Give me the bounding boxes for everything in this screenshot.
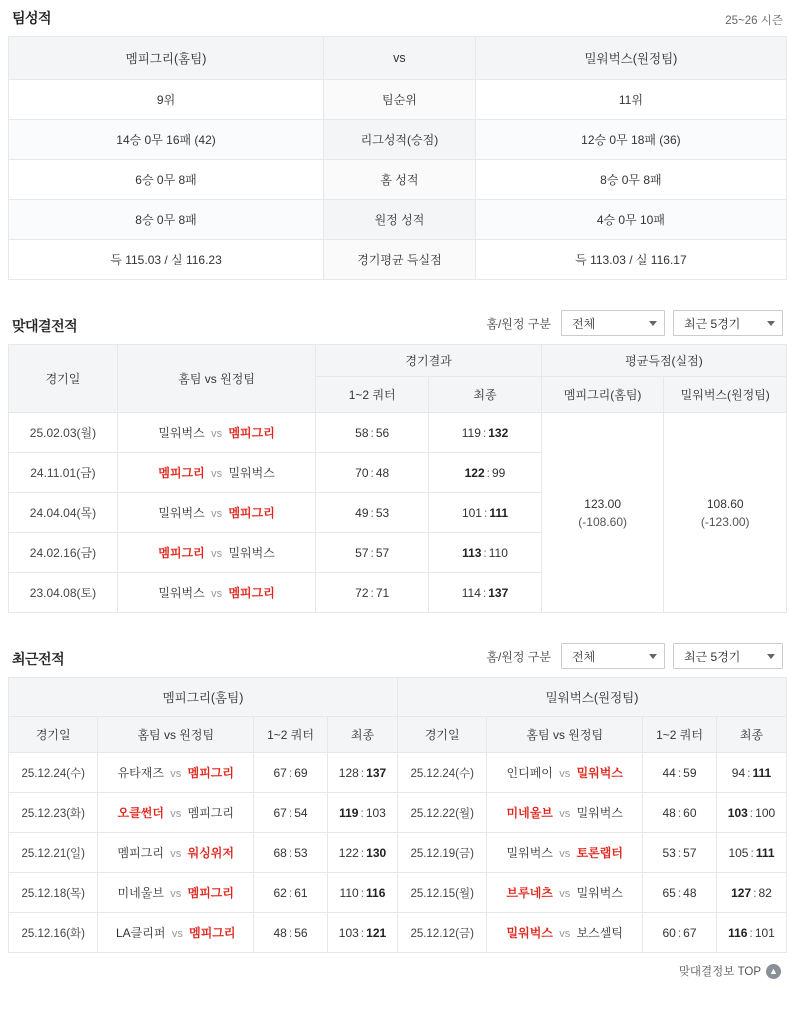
h2h-home: 멤피그리 [158, 466, 205, 480]
row-label: 경기평균 득실점 [324, 240, 476, 280]
f-left: 119 [339, 805, 359, 820]
h2h-avg-away [664, 413, 787, 613]
h2h-col-quarter: 1~2 쿼터 [316, 377, 429, 413]
f-right: 99 [492, 465, 506, 480]
q-left: 48 [662, 805, 676, 820]
recent-col-matchup-away: 홈팀 vs 원정팀 [487, 717, 643, 753]
f-right: 132 [488, 425, 509, 440]
q-right: 48 [683, 885, 697, 900]
f-right: 137 [366, 765, 387, 780]
h2h-away: 밀워벅스 [228, 466, 275, 480]
h2h-matchup [117, 413, 315, 453]
match-away: 밀워벅스 [576, 886, 623, 900]
q-right: 59 [683, 765, 697, 780]
home-value: 9위 [9, 80, 324, 120]
h2h-col-result: 경기결과 [316, 345, 542, 377]
recent-home-date: 25.12.16(화) [9, 913, 98, 953]
h2h-quarter-score: 70 : 48 [316, 453, 429, 493]
recent-group-home: 멤피그리(홈팀) [9, 678, 398, 717]
match-home: 미네울브 [506, 806, 553, 820]
recent-home-date: 25.12.23(화) [9, 793, 98, 833]
q-right: 57 [375, 545, 390, 560]
recent-home-matchup [98, 793, 254, 833]
f-right: 121 [366, 925, 387, 940]
vs-label: vs [170, 888, 182, 900]
h2h-home-away-select[interactable] [561, 310, 665, 336]
recent-col-final-away: 최종 [716, 717, 786, 753]
home-value: 6승 0무 8패 [9, 160, 324, 200]
recent-away-date: 25.12.19(금) [397, 833, 486, 873]
recent-home-quarter: 67 : 54 [254, 793, 328, 833]
match-home: 오클썬더 [117, 806, 164, 820]
recent-home-quarter: 62 : 61 [254, 873, 328, 913]
f-right: 101 [754, 925, 775, 940]
f-left: 114 [461, 585, 481, 600]
recent-home-quarter: 67 : 69 [254, 753, 328, 793]
h2h-matchup [117, 533, 315, 573]
recent-away-final: 105 : 111 [716, 833, 786, 873]
match-home: LA클리퍼 [116, 926, 166, 940]
h2h-date: 24.11.01(금) [9, 453, 118, 493]
recent-range-select[interactable] [673, 643, 783, 669]
q-right: 61 [294, 885, 308, 900]
match-away: 밀워벅스 [576, 766, 623, 780]
h2h-away: 멤피그리 [228, 586, 275, 600]
team-stats-header [8, 0, 787, 36]
vs-label: vs [559, 808, 571, 820]
h2h-filter-label: 홈/원정 구분 [486, 316, 551, 331]
match-away: 멤피그리 [187, 806, 234, 820]
home-team-name: 멤피그리(홈팀) [9, 37, 324, 80]
table-row [9, 37, 787, 80]
recent-col-date-away: 경기일 [397, 717, 486, 753]
recent-away-date: 25.12.24(수) [397, 753, 486, 793]
vs-label: vs [170, 768, 182, 780]
match-away: 토론랩터 [576, 846, 623, 860]
f-left: 122 [338, 845, 359, 860]
recent-away-matchup [487, 793, 643, 833]
h2h-col-avg: 평균득점(실점) [541, 345, 786, 377]
table-header-row [9, 678, 787, 717]
recent-home-date: 25.12.24(수) [9, 753, 98, 793]
recent-table [8, 677, 787, 953]
match-home: 멤피그리 [117, 846, 164, 860]
q-right: 53 [294, 845, 308, 860]
vs-label: vs [211, 508, 223, 520]
h2h-col-matchup: 홈팀 vs 원정팀 [117, 345, 315, 413]
recent-home-final: 110 : 116 [327, 873, 397, 913]
f-right: 111 [752, 765, 772, 780]
recent-group-away: 밀워벅스(원정팀) [397, 678, 786, 717]
arrow-up-icon[interactable]: ▲ [766, 964, 781, 979]
avg-home-sub: (-108.60) [578, 514, 627, 529]
f-right: 111 [755, 845, 775, 860]
vs-label: vs [559, 888, 571, 900]
q-left: 70 [355, 465, 369, 480]
h2h-final-score: 113 : 110 [429, 533, 542, 573]
chevron-down-icon [767, 654, 775, 659]
vs-label: vs [324, 37, 476, 80]
home-value: 14승 0무 16패 (42) [9, 120, 324, 160]
recent-home-matchup [98, 913, 254, 953]
away-team-name: 밀워벅스(원정팀) [475, 37, 786, 80]
q-left: 53 [662, 845, 676, 860]
recent-col-date-home: 경기일 [9, 717, 98, 753]
q-left: 44 [662, 765, 676, 780]
season-label: 25~26 시즌 [725, 15, 783, 27]
q-left: 65 [662, 885, 676, 900]
table-row [9, 793, 787, 833]
q-right: 71 [375, 585, 390, 600]
recent-away-quarter: 48 : 60 [643, 793, 717, 833]
recent-away-final: 127 : 82 [716, 873, 786, 913]
recent-filters [486, 643, 783, 669]
h2h-home: 밀워벅스 [158, 506, 205, 520]
match-home: 인디페이 [506, 766, 553, 780]
match-away: 보스셀틱 [576, 926, 623, 940]
recent-home-final: 119 : 103 [327, 793, 397, 833]
h2h-filters [486, 310, 783, 336]
f-left: 128 [338, 765, 359, 780]
f-right: 110 [488, 545, 508, 560]
h2h-home-away-value: 전체 [572, 316, 596, 331]
f-left: 105 [728, 845, 749, 860]
page-title: 팀성적 [12, 10, 52, 26]
h2h-final-score: 114 : 137 [429, 573, 542, 613]
q-left: 62 [273, 885, 287, 900]
h2h-home: 밀워벅스 [158, 586, 205, 600]
q-right: 53 [375, 505, 390, 520]
h2h-table [8, 344, 787, 613]
recent-away-date: 25.12.12(금) [397, 913, 486, 953]
away-value: 득 113.03 / 실 116.17 [475, 240, 786, 280]
away-value: 8승 0무 8패 [475, 160, 786, 200]
q-left: 67 [273, 805, 287, 820]
team-stats-table [8, 36, 787, 280]
avg-away-value: 108.60 [706, 496, 744, 511]
table-row [9, 833, 787, 873]
q-right: 67 [683, 925, 697, 940]
recent-away-quarter: 44 : 59 [643, 753, 717, 793]
h2h-title: 맞대결전적 [12, 318, 78, 334]
match-away: 밀워벅스 [576, 806, 623, 820]
match-home: 브루네츠 [506, 886, 553, 900]
row-label: 리그성적(승점) [324, 120, 476, 160]
home-value: 8승 0무 8패 [9, 200, 324, 240]
q-left: 48 [273, 925, 287, 940]
q-right: 69 [294, 765, 308, 780]
h2h-away: 밀워벅스 [228, 546, 275, 560]
h2h-col-avg-home: 멤피그리(홈팀) [541, 377, 664, 413]
h2h-home: 밀워벅스 [158, 426, 205, 440]
f-right: 82 [758, 885, 772, 900]
h2h-date: 24.04.04(목) [9, 493, 118, 533]
vs-label: vs [559, 768, 571, 780]
h2h-col-avg-away: 밀워벅스(원정팀) [664, 377, 787, 413]
q-left: 49 [355, 505, 369, 520]
recent-home-away-value: 전체 [572, 649, 596, 664]
vs-label: vs [211, 548, 223, 560]
vs-label: vs [559, 848, 571, 860]
h2h-quarter-score: 57 : 57 [316, 533, 429, 573]
h2h-quarter-score: 72 : 71 [316, 573, 429, 613]
recent-away-date: 25.12.15(월) [397, 873, 486, 913]
h2h-home: 멤피그리 [158, 546, 205, 560]
table-row [9, 240, 787, 280]
recent-home-date: 25.12.18(목) [9, 873, 98, 913]
vs-label: vs [170, 808, 182, 820]
recent-home-quarter: 48 : 56 [254, 913, 328, 953]
h2h-col-final: 최종 [429, 377, 542, 413]
recent-home-quarter: 68 : 53 [254, 833, 328, 873]
recent-home-date: 25.12.21(일) [9, 833, 98, 873]
match-home: 유타재즈 [117, 766, 164, 780]
row-label: 팀순위 [324, 80, 476, 120]
h2h-matchup [117, 493, 315, 533]
recent-away-quarter: 53 : 57 [643, 833, 717, 873]
h2h-date: 23.04.08(토) [9, 573, 118, 613]
recent-away-matchup [487, 753, 643, 793]
f-left: 94 [731, 765, 746, 780]
recent-away-matchup [487, 913, 643, 953]
recent-range-value: 최근 5경기 [684, 649, 741, 664]
table-row [9, 413, 787, 453]
q-right: 57 [683, 845, 697, 860]
table-row [9, 873, 787, 913]
vs-label: vs [211, 468, 223, 480]
table-row [9, 160, 787, 200]
q-left: 60 [662, 925, 676, 940]
recent-home-matchup [98, 873, 254, 913]
home-value: 득 115.03 / 실 116.23 [9, 240, 324, 280]
q-right: 48 [375, 465, 390, 480]
away-value: 12승 0무 18패 (36) [475, 120, 786, 160]
h2h-matchup [117, 573, 315, 613]
h2h-final-score: 122 : 99 [429, 453, 542, 493]
match-away: 워싱위저 [187, 846, 234, 860]
avg-home-value: 123.00 [584, 496, 621, 511]
recent-title: 최근전적 [12, 651, 65, 667]
table-header-row [9, 717, 787, 753]
table-row [9, 120, 787, 160]
f-left: 113 [462, 545, 482, 560]
f-right: 111 [489, 505, 509, 520]
table-row [9, 200, 787, 240]
recent-home-final: 103 : 121 [327, 913, 397, 953]
h2h-away: 멤피그리 [228, 506, 275, 520]
h2h-header [8, 302, 787, 344]
recent-away-final: 103 : 100 [716, 793, 786, 833]
vs-label: vs [211, 588, 223, 600]
q-left: 67 [273, 765, 287, 780]
vs-label: vs [170, 848, 182, 860]
h2h-final-score: 119 : 132 [429, 413, 542, 453]
chevron-down-icon [649, 654, 657, 659]
recent-col-final-home: 최종 [327, 717, 397, 753]
away-value: 11위 [475, 80, 786, 120]
f-right: 116 [366, 885, 386, 900]
f-right: 137 [488, 585, 509, 600]
q-left: 57 [355, 545, 369, 560]
chevron-down-icon [649, 321, 657, 326]
h2h-quarter-score: 49 : 53 [316, 493, 429, 533]
f-right: 130 [366, 845, 387, 860]
recent-home-final: 128 : 137 [327, 753, 397, 793]
recent-home-matchup [98, 753, 254, 793]
h2h-matchup [117, 453, 315, 493]
table-row [9, 80, 787, 120]
h2h-range-select[interactable] [673, 310, 783, 336]
recent-home-away-select[interactable] [561, 643, 665, 669]
match-away: 멤피그리 [187, 886, 234, 900]
recent-away-matchup [487, 833, 643, 873]
h2h-range-value: 최근 5경기 [684, 316, 741, 331]
f-right: 103 [365, 805, 386, 820]
table-row [9, 913, 787, 953]
match-home: 밀워벅스 [506, 846, 553, 860]
f-left: 103 [338, 925, 359, 940]
table-row [9, 753, 787, 793]
h2h-avg-home [541, 413, 664, 613]
top-link-label[interactable]: 맞대결정보 TOP [678, 966, 761, 978]
q-left: 68 [273, 845, 287, 860]
vs-label: vs [559, 928, 571, 940]
recent-col-quarter-away: 1~2 쿼터 [643, 717, 717, 753]
q-right: 56 [294, 925, 308, 940]
recent-col-matchup-home: 홈팀 vs 원정팀 [98, 717, 254, 753]
recent-header [8, 635, 787, 677]
h2h-col-date: 경기일 [9, 345, 118, 413]
f-left: 122 [464, 465, 485, 480]
h2h-final-score: 101 : 111 [429, 493, 542, 533]
vs-label: vs [171, 928, 183, 940]
f-left: 110 [339, 885, 359, 900]
match-away: 멤피그리 [189, 926, 236, 940]
recent-away-matchup [487, 873, 643, 913]
chevron-down-icon [767, 321, 775, 326]
f-left: 116 [728, 925, 748, 940]
avg-away-sub: (-123.00) [700, 514, 750, 529]
match-home: 미네울브 [117, 886, 164, 900]
q-right: 60 [683, 805, 697, 820]
h2h-away: 멤피그리 [228, 426, 275, 440]
recent-home-final: 122 : 130 [327, 833, 397, 873]
match-home: 밀워벅스 [506, 926, 553, 940]
q-left: 58 [355, 425, 369, 440]
footer [8, 953, 787, 983]
recent-home-matchup [98, 833, 254, 873]
away-value: 4승 0무 10패 [475, 200, 786, 240]
recent-away-date: 25.12.22(월) [397, 793, 486, 833]
recent-col-quarter-home: 1~2 쿼터 [254, 717, 328, 753]
q-right: 56 [375, 425, 390, 440]
recent-away-quarter: 65 : 48 [643, 873, 717, 913]
h2h-date: 24.02.16(금) [9, 533, 118, 573]
f-left: 103 [727, 805, 748, 820]
row-label: 원정 성적 [324, 200, 476, 240]
recent-filter-label: 홈/원정 구분 [486, 649, 551, 664]
f-left: 119 [461, 425, 481, 440]
f-right: 100 [755, 805, 776, 820]
row-label: 홈 성적 [324, 160, 476, 200]
q-left: 72 [355, 585, 369, 600]
recent-away-final: 94 : 111 [716, 753, 786, 793]
recent-away-quarter: 60 : 67 [643, 913, 717, 953]
vs-label: vs [211, 428, 223, 440]
h2h-date: 25.02.03(월) [9, 413, 118, 453]
f-left: 101 [461, 505, 482, 520]
match-away: 멤피그리 [187, 766, 234, 780]
q-right: 54 [294, 805, 308, 820]
f-left: 127 [731, 885, 752, 900]
recent-away-final: 116 : 101 [716, 913, 786, 953]
h2h-quarter-score: 58 : 56 [316, 413, 429, 453]
table-header-row [9, 345, 787, 377]
